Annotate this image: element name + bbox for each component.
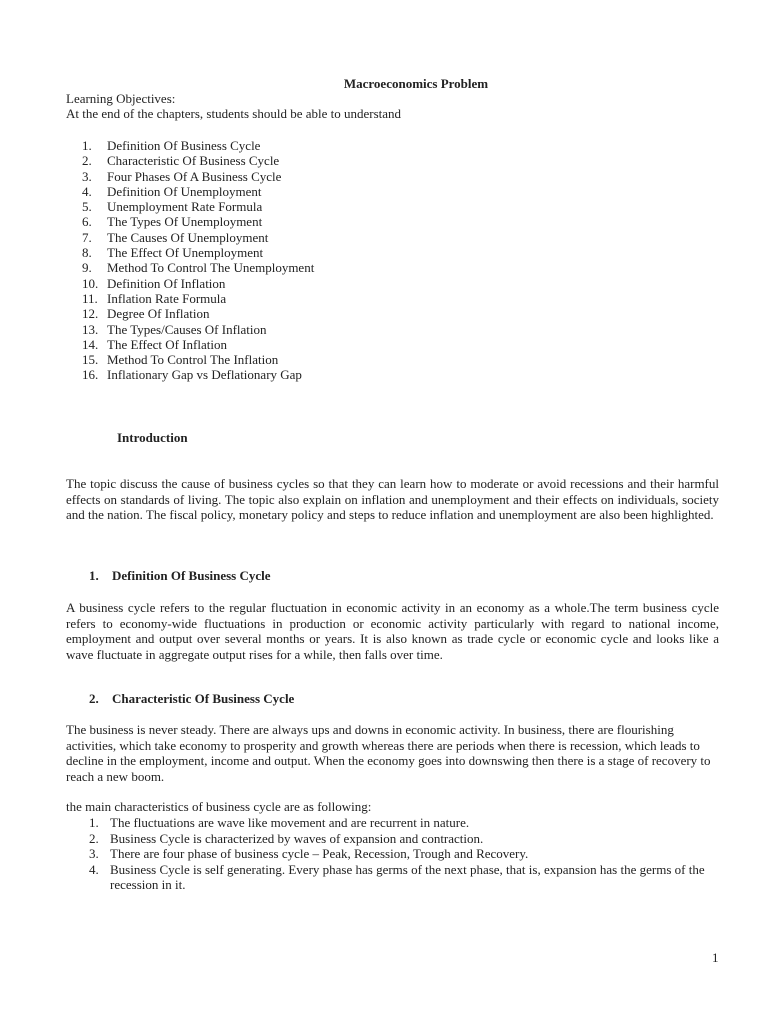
section-2-title: Characteristic Of Business Cycle	[112, 691, 295, 706]
list-item-number: 13.	[82, 321, 99, 337]
list-item	[82, 352, 682, 367]
list-item	[82, 138, 682, 153]
page-number: 1	[712, 950, 719, 965]
list-item-text: The fluctuations are wave like movement and are recurrent in nature.	[110, 815, 470, 830]
characteristics-intro: the main characteristics of business cycle are as following:	[66, 799, 372, 814]
list-item-number: 9.	[82, 260, 92, 276]
list-item	[82, 260, 682, 275]
list-item-number: 2.	[89, 830, 99, 846]
list-item-text: Business Cycle is self generating. Every phase has germs of the next phase, that is, expansion has the germs of the recession in it.	[110, 861, 705, 893]
list-item	[82, 291, 682, 306]
learning-objectives-intro: At the end of the chapters, students should be able to understand	[66, 106, 402, 121]
list-item-number: 4.	[82, 183, 92, 199]
list-item-text: Definition Of Business Cycle	[107, 138, 261, 153]
list-item-number: 4.	[89, 861, 99, 877]
list-item-number: 3.	[89, 846, 99, 862]
list-item-number: 10.	[82, 275, 99, 291]
list-item-number: 11.	[82, 290, 98, 306]
list-item-text: The Effect Of Inflation	[107, 336, 227, 352]
section-1-number: 1.	[89, 568, 99, 583]
characteristics-list	[89, 815, 729, 893]
list-item-text: Degree Of Inflation	[107, 306, 210, 322]
list-item	[82, 214, 682, 229]
list-item-text: The Effect Of Unemployment	[107, 245, 264, 261]
list-item	[82, 306, 682, 321]
list-item-text: Method To Control The Inflation	[107, 352, 279, 368]
list-item-number: 15.	[82, 352, 99, 368]
section-2-number: 2.	[89, 691, 99, 706]
list-item	[82, 337, 682, 352]
list-item	[89, 862, 729, 893]
section-2-paragraph: The business is never steady. There are always ups and downs in economic activity. In business, there are flourishing activities, which take economy to prosperity and growth whereas there are periods when there is recession, which leads to decline in the employment, income and output. When the economy goes into downswing then there is a stage of recovery to reach a new boom.	[66, 722, 711, 784]
list-item-number: 6.	[82, 214, 92, 230]
list-item-text: Definition Of Unemployment	[107, 183, 262, 199]
section-2-heading	[89, 691, 294, 707]
list-item-number: 2.	[82, 153, 92, 169]
list-item-text: Inflationary Gap vs Deflationary Gap	[107, 367, 302, 383]
list-item-number: 12.	[82, 306, 99, 322]
learning-objectives-heading: Learning Objectives:	[66, 91, 176, 106]
objectives-list	[82, 138, 682, 383]
list-item-text: Four Phases Of A Business Cycle	[107, 168, 282, 184]
list-item	[82, 153, 682, 168]
section-1-title: Definition Of Business Cycle	[112, 568, 271, 583]
list-item-text: Definition Of Inflation	[107, 275, 226, 291]
list-item-text: Inflation Rate Formula	[107, 290, 227, 306]
list-item	[82, 367, 682, 382]
list-item	[82, 245, 682, 260]
list-item	[82, 276, 682, 291]
list-item-text: There are four phase of business cycle – Peak, Recession, Trough and Recovery.	[110, 846, 529, 862]
list-item-number: 14.	[82, 336, 99, 352]
list-item-number: 3.	[82, 168, 92, 184]
introduction-heading: Introduction	[117, 430, 188, 445]
list-item-text: Business Cycle is characterized by waves of expansion and contraction.	[110, 830, 484, 846]
list-item-number: 16.	[82, 367, 99, 383]
list-item-text: The Types/Causes Of Inflation	[107, 321, 267, 337]
list-item-number: 8.	[82, 245, 92, 261]
list-item	[82, 230, 682, 245]
list-item-text: Method To Control The Unemployment	[107, 260, 315, 276]
list-item	[82, 169, 682, 184]
list-item-number: 1.	[89, 815, 99, 830]
list-item	[89, 831, 729, 847]
list-item-number: 7.	[82, 229, 92, 245]
list-item-text: Unemployment Rate Formula	[107, 199, 263, 215]
list-item-number: 5.	[82, 199, 92, 215]
document-title: Macroeconomics Problem	[343, 76, 489, 91]
list-item-text: The Types Of Unemployment	[107, 214, 263, 230]
list-item	[82, 322, 682, 337]
list-item-number: 1.	[82, 138, 92, 153]
section-1-paragraph: A business cycle refers to the regular fluctuation in economic activity in an economy as a whole.The term business cycle refers to economy-wide fluctuations in production or economic activity particularly with regard to national income, employment and output over several months or years. It is also known as trade cycle or economic cycle and looks like a wave fluctuate in aggregate output rises for a while, then falls over time.	[66, 600, 719, 662]
list-item-text: The Causes Of Unemployment	[107, 229, 269, 245]
list-item	[82, 199, 682, 214]
introduction-paragraph: The topic discuss the cause of business cycles so that they can learn how to moderate or avoid recessions and their harmful effects on standards of living. The topic also explain on inflation and unemployment and their effects on individuals, society and the nation. The fiscal policy, monetary policy and steps to reduce inflation and unemployment are also been highlighted.	[66, 476, 719, 522]
list-item	[89, 815, 729, 831]
section-1-heading	[89, 568, 271, 584]
list-item	[82, 184, 682, 199]
list-item-text: Characteristic Of Business Cycle	[107, 153, 280, 169]
list-item	[89, 846, 729, 862]
